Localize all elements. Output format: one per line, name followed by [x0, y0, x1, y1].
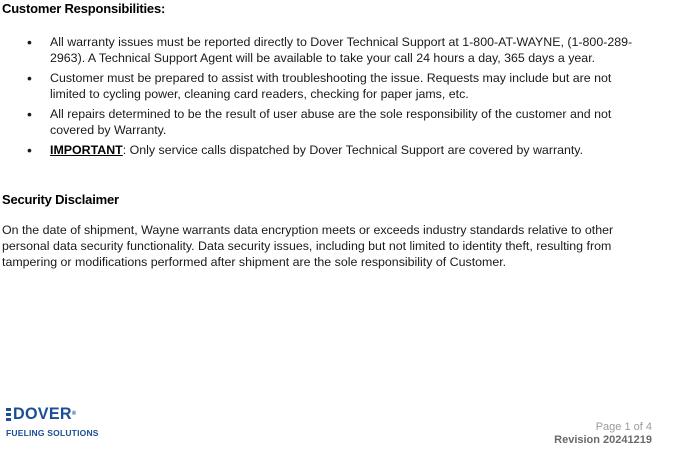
logo-mark [6, 404, 106, 424]
list-item-text: All repairs determined to be the result of user abuse are the sole responsibility of the customer and not covered by Warranty. [50, 107, 612, 137]
logo-word-text: DOVER [13, 404, 72, 423]
list-item-text: Customer must be prepared to assist with troubleshooting the issue. Requests may include but are not limited to cycling power, cleaning card readers, checking for paper jams, etc. [50, 71, 612, 101]
list-item [0, 106, 650, 138]
security-disclaimer-paragraph: On the date of shipment, Wayne warrants data encryption meets or exceeds industry standards relative to other personal data security functionality. Data security issues, including but not limited to identity theft, resulting from tampering or modifications performed after shipment are the sole responsibility of Customer. [2, 223, 614, 269]
logo-stripes-icon [6, 407, 11, 422]
dover-logo-icon [6, 404, 106, 441]
list-item-important [0, 142, 650, 158]
customer-responsibilities-heading: Customer Responsibilities: [2, 1, 166, 16]
responsibilities-list [0, 34, 650, 162]
logo-subtitle: FUELING SOLUTIONS [6, 428, 99, 438]
registered-mark: ® [71, 411, 77, 417]
security-disclaimer-heading: Security Disclaimer [2, 192, 119, 207]
revision-label: Revision 20241219 [554, 434, 652, 446]
page-footer [554, 421, 652, 447]
list-item [0, 70, 650, 102]
bullet-icon: • [27, 70, 32, 86]
important-label: IMPORTANT [50, 143, 123, 157]
important-text: : Only service calls dispatched by Dover Technical Support are covered by warranty. [122, 143, 584, 157]
bullet-icon: • [27, 106, 32, 122]
logo-wordmark [13, 404, 76, 424]
bullet-icon: • [27, 34, 32, 50]
list-item [0, 34, 650, 66]
bullet-icon: • [27, 142, 32, 158]
list-item-text: All warranty issues must be reported directly to Dover Technical Support at 1-800-AT-WAYNE, (1-800-289-2963). A Technical Support Agent will be available to take your call 24 hours a day, 365 days a year. [50, 35, 633, 65]
page-number: Page 1 of 4 [595, 421, 652, 433]
